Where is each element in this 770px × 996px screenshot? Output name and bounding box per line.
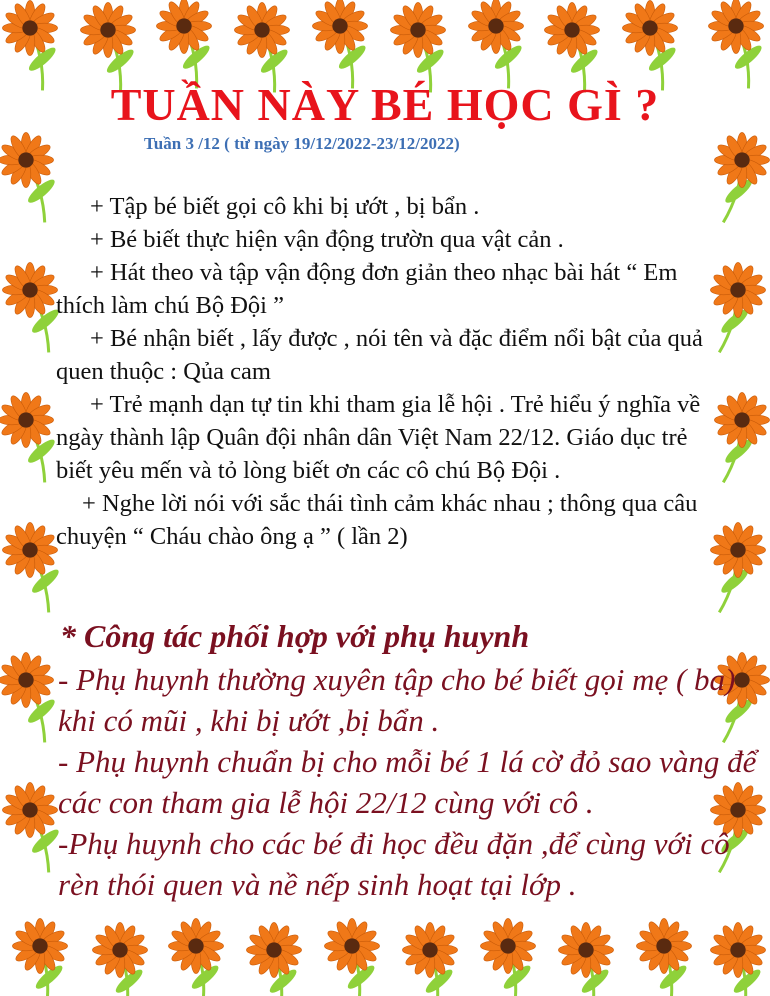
cooperation-point: -Phụ huynh cho các bé đi học đều đặn ,để cùng với cô rèn thói quen và nề nếp sinh hoạt tại lớp .	[58, 826, 730, 902]
parent-cooperation-section	[58, 618, 758, 905]
lesson-item: + Bé nhận biết , lấy được , nói tên và đặc điểm nổi bật của quả quen thuộc : Qủa cam	[56, 325, 703, 385]
lesson-list	[56, 190, 716, 553]
lesson-item: + Nghe lời nói với sắc thái tình cảm khác nhau ; thông qua câu chuyện “ Cháu chào ông ạ ” ( lần 2)	[56, 490, 698, 550]
week-subtitle: Tuần 3 /12 ( từ ngày 19/12/2022-23/12/2022)	[144, 134, 460, 153]
cooperation-point: - Phụ huynh thường xuyên tập cho bé biết gọi mẹ ( ba) khi có mũi , khi bị ướt ,bị bẩn .	[58, 662, 736, 738]
lesson-item: + Bé biết thực hiện vận động trườn qua vật cản .	[90, 226, 564, 253]
lesson-item: + Tập bé biết gọi cô khi bị ướt , bị bẩn .	[90, 193, 480, 220]
cooperation-point: - Phụ huynh chuẩn bị cho mỗi bé 1 lá cờ đỏ sao vàng để các con tham gia lễ hội 22/12 cùng với cô .	[58, 744, 757, 820]
lesson-item: + Trẻ mạnh dạn tự tin khi tham gia lễ hội . Trẻ hiểu ý nghĩa về ngày thành lập Quân đội nhân dân Việt Nam 22/12. Giáo dục trẻ biết yêu mến và tỏ lòng biết ơn các cô chú Bộ Đội .	[56, 391, 701, 484]
page-title: TUẦN NÀY BÉ HỌC GÌ ?	[110, 79, 660, 130]
cooperation-heading: * Công tác phối hợp với phụ huynh	[60, 618, 530, 654]
lesson-item: + Hát theo và tập vận động đơn giản theo nhạc bài hát “ Em thích làm chú Bộ Đội ”	[56, 259, 678, 319]
